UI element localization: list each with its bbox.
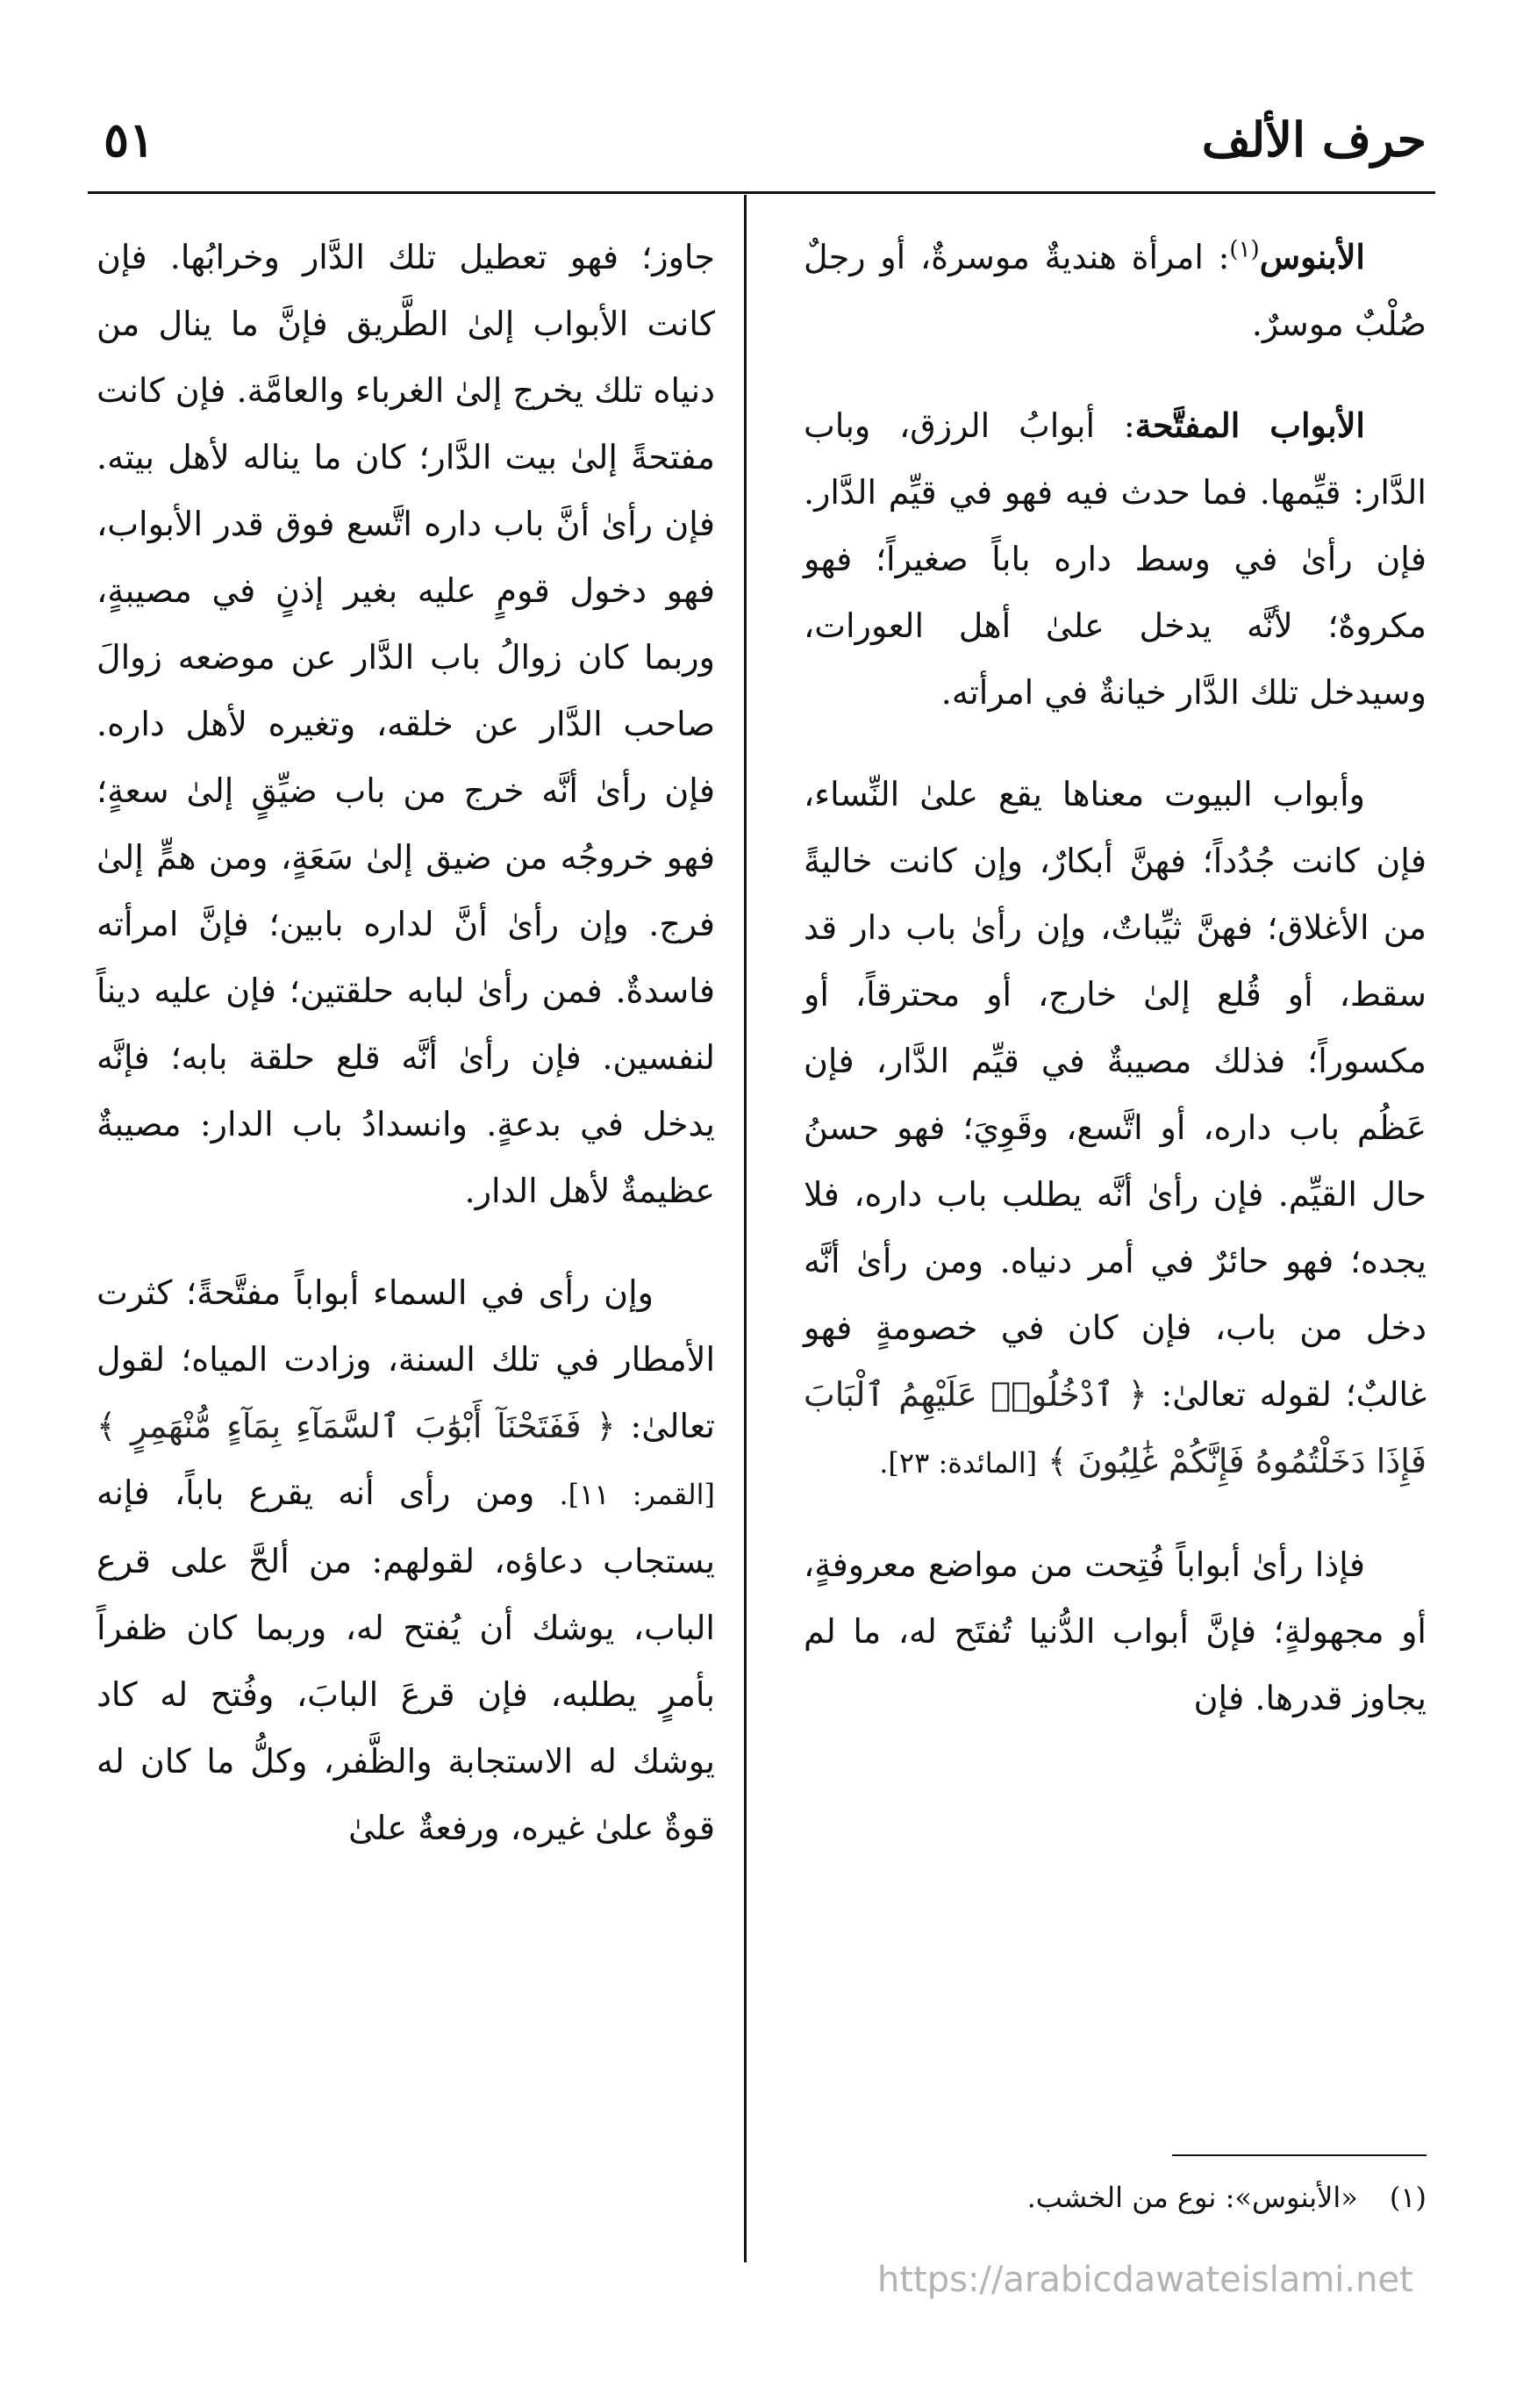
paragraph-continuation xyxy=(97,224,715,1224)
footnote-text: «الأبنوس»: نوع من الخشب. xyxy=(1026,2181,1358,2214)
paragraph-house-doors xyxy=(804,761,1426,1496)
paragraph-text-after: ومن رأى أنه يقرع باباً، فإنه يستجاب دعاؤه، لقولهم: من ألحَّ على قرع الباب، يوشك أن يُفتح له، وربما كان ظفراً بأمرٍ يطلبه، فإن قرعَ البابَ، وفُتح له كاد يوشك له الاستجابة والظَّفر، وكلُّ ما كان له قوةٌ علىٰ غيره، ورفعةٌ علىٰ xyxy=(97,1473,715,1847)
footnote-ref[interactable]: (١) xyxy=(1229,236,1260,263)
page-number: ٥١ xyxy=(104,111,155,168)
paragraph-opened-doors xyxy=(804,1531,1426,1731)
footnote-rule xyxy=(1172,2154,1426,2156)
paragraph-sky-doors xyxy=(97,1259,715,1861)
quran-reference: [المائدة: ٢٣]. xyxy=(879,1446,1038,1480)
header-rule xyxy=(88,191,1435,194)
entry-abanus xyxy=(804,224,1426,357)
column-divider xyxy=(744,195,747,2262)
right-column xyxy=(804,224,1426,1767)
entry-term-abanus: الأبنوس xyxy=(1259,237,1365,276)
quran-verse: ﴿ فَفَتَحْنَآ أَبْوَٰبَ ٱلسَّمَآءِ بِمَآءٍ مُّنْهَمِرٍ ﴾ xyxy=(97,1407,616,1445)
page-header-title: حرف الألف xyxy=(1201,111,1426,168)
paragraph-text: جاوز؛ فهو تعطيل تلك الدَّار وخرابُها. فإن كانت الأبواب إلىٰ الطَّريق فإنَّ ما ينال من دنياه تلك يخرج إلىٰ الغرباء والعامَّة. فإن كانت مفتحةً إلىٰ بيت الدَّار؛ كان ما يناله لأهل بيته. فإن رأىٰ أنَّ باب داره اتَّسع فوق قدر الأبواب، فهو دخول قومٍ عليه بغير إذنٍ في مصيبةٍ، وربما كان زوالُ باب الدَّار عن موضعه زوالَ صاحب الدَّار عن خلقه، وتغيره لأهل داره. فإن رأىٰ أنَّه خرج من باب ضيِّقٍ إلىٰ سعةٍ؛ فهو خروجُه من ضيق إلىٰ سَعَةٍ، ومن همٍّ إلىٰ فرج. وإن رأىٰ أنَّ لداره بابين؛ فإنَّ امرأته فاسدةٌ. فمن رأىٰ لبابه حلقتين؛ فإن عليه ديناً لنفسين. فإن رأىٰ أنَّه قلع حلقة بابه؛ فإنَّه يدخل في بدعةٍ. وانسدادُ باب الدار: مصيبةٌ عظيمةٌ لأهل الدار. xyxy=(97,238,715,1210)
paragraph-text: وأبواب البيوت معناها يقع علىٰ النِّساء، فإن كانت جُدُداً؛ فهنَّ أبكارٌ، وإن كانت خاليةً من الأغلاق؛ فهنَّ ثيِّباتٌ، وإن رأىٰ باب دار قد سقط، أو قُلع إلىٰ خارج، أو محترقاً، أو مكسوراً؛ فذلك مصيبةٌ في قيِّم الدَّار، فإن عَظُم باب داره، أو اتَّسع، وقَوِيَ؛ فهو حسنُ حال القيِّم. فإن رأىٰ أنَّه يطلب باب داره، فلا يجده؛ فهو حائرٌ في أمر دنياه. ومن رأىٰ أنَّه دخل من باب، فإن كان في خصومةٍ فهو غالبٌ؛ لقوله تعالىٰ: xyxy=(804,775,1426,1414)
left-column xyxy=(97,224,715,1896)
quran-verse: ﴿ ٱدْخُلُوا۟ عَلَيْهِمُ ٱلْبَابَ فَإِذَا دَخَلْتُمُوهُ فَإِنَّكُمْ غَٰلِبُونَ ﴾ xyxy=(804,1375,1426,1480)
paragraph-text: وإن رأى في السماء أبواباً مفتَّحةً؛ كثرت الأمطار في تلك السنة، وزادت المياه؛ لقول تعالىٰ: xyxy=(97,1273,715,1445)
entry-term-open-doors: الأبواب المفتَّحة xyxy=(1134,405,1365,445)
entry-text-open-doors: : أبوابُ الرزق، وباب الدَّار: قيِّمها. فما حدث فيه فهو في قيِّم الدَّار. فإن رأىٰ في وسط داره باباً صغيراً؛ فهو مكروهٌ؛ لأنَّه يدخل علىٰ أهل العورات، وسيدخل تلك الدَّار خيانةٌ في امرأته. xyxy=(804,406,1426,712)
footnote-number: (١) xyxy=(1389,2181,1426,2214)
entry-text-abanus: : امرأة هنديةٌ موسرةٌ، أو رجلٌ صُلْبٌ موسرٌ. xyxy=(804,238,1426,343)
paragraph-text: فإذا رأىٰ أبواباً فُتِحت من مواضع معروفةٍ، أو مجهولةٍ؛ فإنَّ أبواب الدُّنيا تُفتَح له، ما لم يجاوز قدرها. فإن xyxy=(804,1545,1426,1717)
watermark-url[interactable]: https://arabicdawateislami.net xyxy=(877,2260,1413,2300)
quran-reference: [القمر: ١١]. xyxy=(559,1478,716,1511)
footnote xyxy=(812,2176,1426,2218)
entry-open-doors xyxy=(804,392,1426,726)
